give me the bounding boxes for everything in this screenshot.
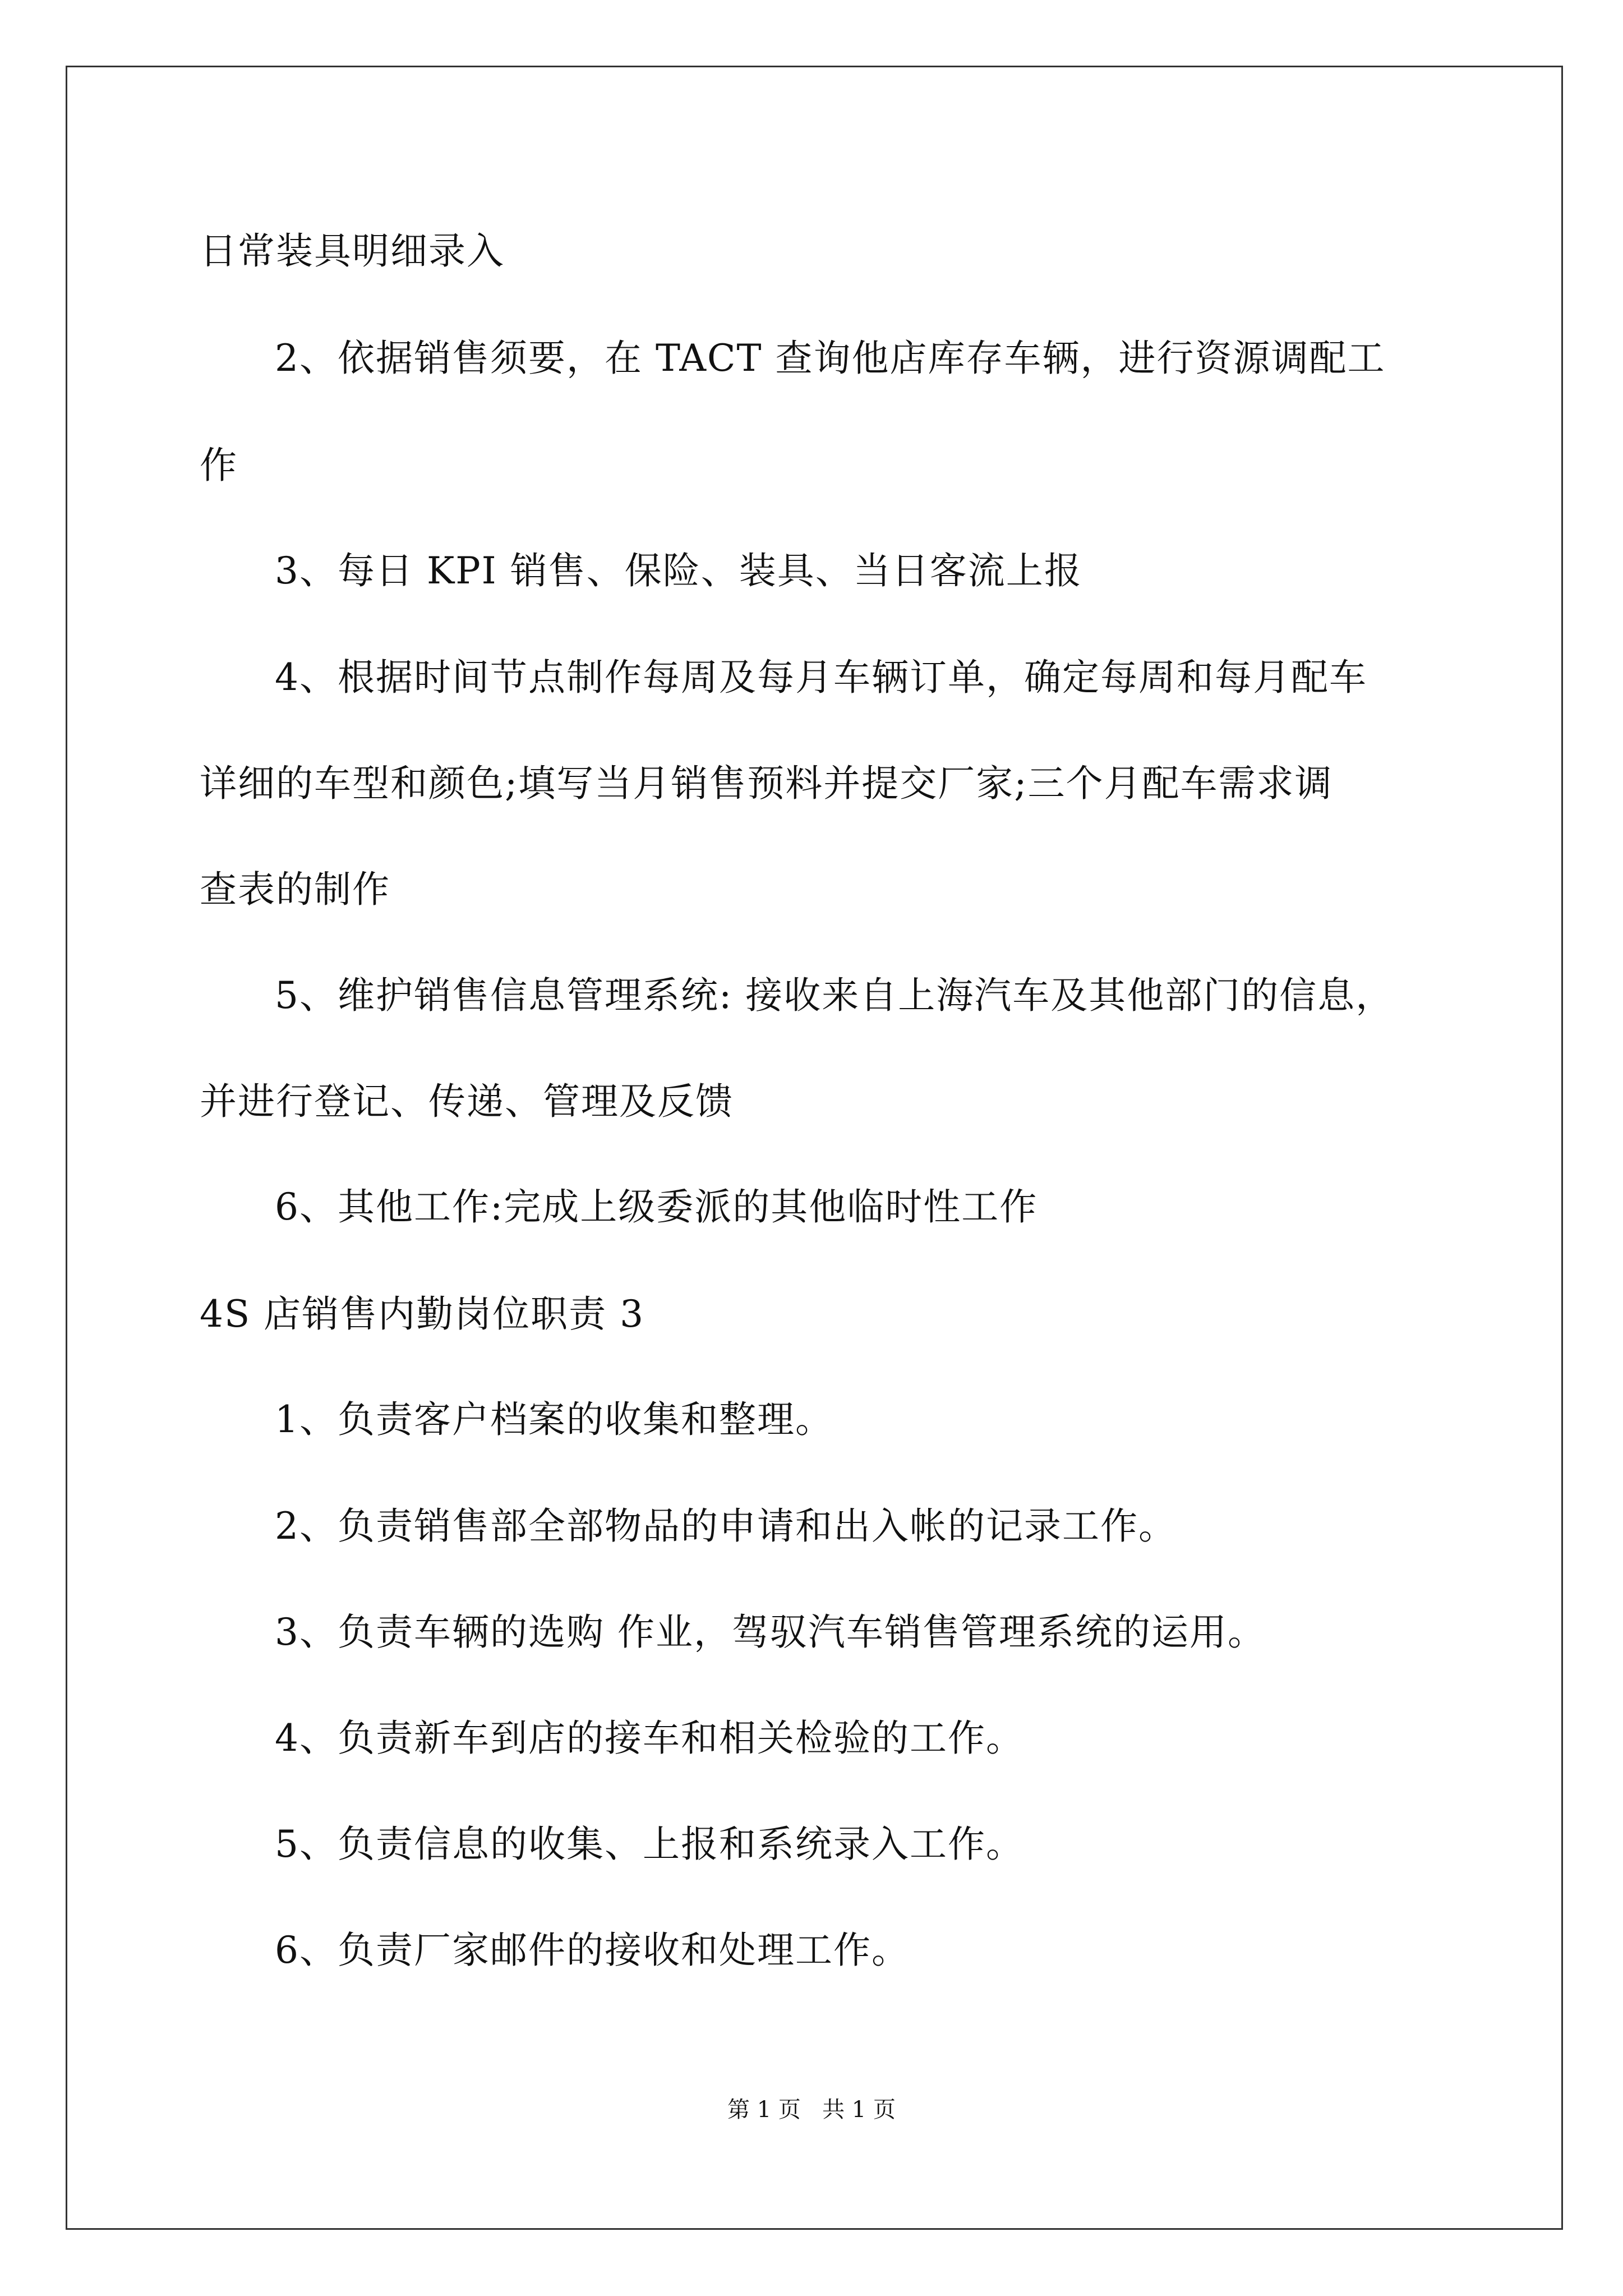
text-line: 6、其他工作:完成上级委派的其他临时性工作	[275, 1185, 1038, 1228]
text-line: 6、负责厂家邮件的接收和处理工作。	[275, 1929, 910, 1972]
page-footer: 第 1 页 共 1 页	[727, 2097, 896, 2123]
text-line: 3、每日 KPI 销售、保险、装具、当日客流上报	[275, 549, 1082, 592]
text-line: 查表的制作	[200, 868, 390, 911]
text-line: 作	[200, 444, 238, 487]
text-line: 5、负责信息的收集、上报和系统录入工作。	[275, 1823, 1024, 1866]
text-line: 1、负责客户档案的收集和整理。	[275, 1398, 833, 1441]
text-line: 日常装具明细录入	[200, 229, 505, 273]
text-line: 2、负责销售部全部物品的申请和出入帐的记录工作。	[275, 1504, 1177, 1548]
page-border	[66, 66, 1563, 2230]
section-heading: 4S 店销售内勤岗位职责 3	[200, 1292, 645, 1336]
text-line: 详细的车型和颜色;填写当月销售预料并提交厂家;三个月配车需求调	[200, 762, 1333, 805]
text-line: 4、负责新车到店的接车和相关检验的工作。	[275, 1717, 1024, 1760]
text-line: 2、依据销售须要，在 TACT 查询他店库存车辆，进行资源调配工	[275, 337, 1386, 380]
text-line: 并进行登记、传递、管理及反馈	[200, 1080, 734, 1123]
text-line: 3、负责车辆的选购 作业，驾驭汽车销售管理系统的运用。	[275, 1611, 1266, 1654]
text-line: 4、根据时间节点制作每周及每月车辆订单，确定每周和每月配车	[275, 656, 1367, 699]
text-line: 5、维护销售信息管理系统: 接收来自上海汽车及其他部门的信息，	[275, 974, 1394, 1017]
